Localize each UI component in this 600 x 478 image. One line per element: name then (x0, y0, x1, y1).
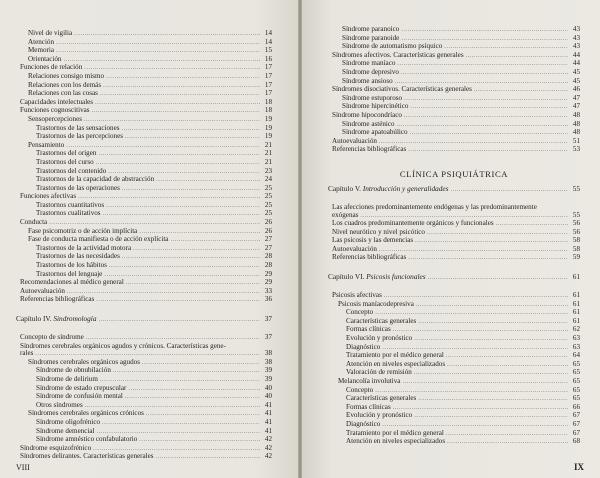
dot-leader (393, 327, 568, 335)
dot-leader (67, 289, 260, 297)
toc-page-number: 36 (264, 295, 272, 304)
toc-entry-text: Síndrome de obnubilación (36, 366, 111, 375)
toc-page-number: 37 (264, 333, 272, 341)
toc-page-number: 41 (264, 417, 272, 426)
dot-leader (103, 83, 260, 91)
toc-entry-text: Trastornos de la actividad motora (36, 243, 132, 252)
dot-leader (447, 362, 568, 370)
toc-page-number: 25 (264, 192, 272, 201)
chapter-label: Capítulo V. (328, 183, 361, 193)
dot-leader (96, 160, 260, 168)
toc-page-number: 29 (264, 269, 272, 278)
toc-entry-text: Las afecciones predominantemente endógenas y las predominantemente (332, 202, 537, 211)
dot-leader (125, 394, 260, 402)
toc-page-number: 23 (264, 166, 272, 175)
toc-entry-wrapped (328, 204, 580, 212)
dot-leader (98, 151, 260, 159)
dot-leader (56, 48, 260, 56)
dot-leader (410, 104, 568, 112)
toc-entry-text: Síndromes delirantes. Características generales (20, 452, 154, 461)
toc-entry-text: Memoria (28, 46, 55, 55)
toc-entry-text: Atención en niveles especializados (346, 437, 446, 446)
chapter-title: Sindromología (53, 314, 97, 323)
toc-entry-text: Funciones cognoscitivas (20, 106, 90, 115)
toc-page-number: 62 (572, 325, 580, 334)
dot-leader (466, 53, 568, 61)
dot-leader (95, 100, 260, 108)
toc-entry-text: Trastornos de las necesidades (36, 252, 120, 261)
toc-page-number: 63 (572, 334, 580, 343)
chapter-heading-iv (16, 315, 272, 324)
toc-page-number: 47 (572, 93, 580, 102)
toc-entry (16, 30, 272, 39)
toc-page-number: 38 (264, 357, 272, 366)
toc-page-number: 48 (572, 110, 580, 119)
dot-leader (142, 360, 260, 368)
toc-entry-text: Referencias bibliográficas (332, 253, 407, 262)
toc-entry-text: Síndrome ansioso (342, 76, 393, 85)
toc-page-number: 44 (572, 50, 580, 59)
toc-entry-text: Atención (28, 37, 55, 46)
toc-entry-text: Trastornos del origen (36, 149, 97, 158)
toc-entry-text: Valoración de remisión (346, 368, 412, 377)
toc-page-number: 67 (572, 411, 580, 420)
toc-entry-text: Síndrome amnéstico confabulatorio (36, 435, 138, 444)
toc-entry-text: Los cuadros predominantemente orgánicos y funcionales (332, 219, 494, 228)
toc-page-number: 56 (572, 227, 580, 236)
toc-entry-text: exógenas (332, 210, 359, 219)
dot-leader (96, 297, 260, 305)
toc-page-number: 61 (572, 308, 580, 317)
dot-leader (78, 194, 260, 202)
toc-entry (16, 210, 272, 219)
toc-entry-text: Capacidades intelectuales (20, 97, 94, 106)
toc-entry (328, 254, 580, 263)
dot-leader (414, 336, 568, 344)
left-page (0, 0, 298, 478)
dot-leader (121, 126, 260, 134)
toc-page-number: 29 (264, 278, 272, 287)
dot-leader (379, 139, 568, 147)
toc-page-number: 45 (572, 76, 580, 85)
toc-entry (328, 438, 580, 447)
dot-leader (113, 368, 260, 376)
toc-page-number: 18 (264, 97, 272, 106)
toc-entry-text: Trastornos del contenido (36, 166, 107, 175)
toc-entry-text: Trastornos de las percepciones (36, 132, 124, 141)
toc-entry-text: Relaciones consigo mismo (28, 71, 105, 80)
toc-page-number: 25 (264, 209, 272, 218)
toc-page-number: 42 (264, 452, 272, 461)
dot-leader (401, 27, 568, 35)
dot-leader (106, 74, 260, 82)
toc-entry-text: Concepto (346, 385, 374, 394)
toc-page-number: 67 (572, 419, 580, 428)
toc-entry-text: Síndromes cerebrales orgánicos crónicos (28, 409, 144, 418)
toc-entry-text: Diagnóstico (346, 419, 381, 428)
toc-entry-text: Nivel neurótico y nivel psicótico (332, 227, 425, 236)
toc-page-number: 21 (264, 149, 272, 158)
toc-entry-text: Fase de conducta manifiesta o de acción explícita (28, 235, 169, 244)
toc-entry-text: Referencias bibliográficas (332, 145, 407, 154)
toc-entry-text: Diagnóstico (346, 342, 381, 351)
toc-entry-text: Orientación (28, 54, 62, 63)
toc-page-number: 19 (264, 114, 272, 123)
toc-entry-text: Síndrome paranoide (342, 33, 400, 42)
toc-page-number: 15 (264, 46, 272, 55)
dot-leader (103, 211, 260, 219)
dot-leader (74, 31, 260, 39)
dot-leader (100, 91, 260, 99)
toc-page-number: 19 (264, 123, 272, 132)
toc-page-number: 17 (264, 63, 272, 72)
toc-page-number: 41 (264, 400, 272, 409)
toc-entry-text: Síndrome depresivo (342, 67, 399, 76)
toc-page-number: 46 (572, 85, 580, 94)
toc-entry-text: Relaciones con los demás (28, 80, 102, 89)
toc-entry-text: Otros síndromes (36, 400, 83, 409)
toc-entry-text: Síndrome de automatismo psíquico (342, 42, 443, 51)
dot-leader (128, 386, 260, 394)
toc-page-number: 17 (264, 71, 272, 80)
toc-page-number: 59 (572, 253, 580, 262)
toc-entry-text: Síndrome maníaco (342, 59, 396, 68)
toc-page-number: 65 (572, 394, 580, 403)
dot-leader (139, 437, 260, 445)
toc-entry-text: Síndrome de delirium (36, 374, 98, 383)
dot-leader (408, 147, 568, 155)
dot-leader (410, 130, 568, 138)
toc-entry-text: Referencias bibliográficas (20, 295, 95, 304)
dot-leader (122, 254, 260, 262)
toc-entry-text: Trastornos de la capacidad de abstracción (36, 175, 155, 184)
toc-entry-text: Nivel de vigilia (28, 29, 73, 37)
toc-entry-text: Trastornos cualitativos (36, 209, 101, 218)
toc-page-number: 44 (572, 59, 580, 68)
toc-entry-text: Síndromes cerebrales orgánicos agudos y crónicos. Características gene- (20, 341, 226, 350)
toc-block-left-top (16, 30, 272, 305)
toc-page-number: 21 (264, 140, 272, 149)
toc-entry-text: Trastornos del curso (36, 157, 94, 166)
page-folio-left: VIII (16, 463, 30, 472)
dot-leader (402, 379, 568, 387)
toc-page-number: 63 (572, 342, 580, 351)
toc-entry-text: Síndrome paranoico (342, 25, 400, 33)
toc-page-number: 16 (264, 54, 272, 63)
toc-page-number: 33 (264, 286, 272, 295)
toc-page-number: 25 (264, 200, 272, 209)
toc-entry-text: Tratamiento por el médico general (346, 428, 444, 437)
toc-page-number: 67 (572, 428, 580, 437)
toc-page-number: 58 (572, 236, 580, 245)
toc-entry-text: Formas clínicas (346, 325, 391, 334)
toc-entry-text: Formas clínicas (346, 402, 391, 411)
chapter-heading-v (328, 185, 580, 194)
toc-block-right-top (328, 26, 580, 155)
dot-leader (125, 134, 260, 142)
dot-leader (92, 108, 260, 116)
dot-leader (404, 96, 568, 104)
toc-page-number: 18 (264, 106, 272, 115)
toc-page-number: 43 (572, 25, 580, 33)
toc-entry-text: Funciones de relación (20, 63, 83, 72)
toc-entry-text: Concepto (346, 308, 374, 317)
dot-leader (102, 420, 260, 428)
dot-leader (84, 65, 260, 73)
chapter-page-number: 61 (572, 272, 580, 282)
toc-block-right-bottom (328, 292, 580, 447)
chapter-label: Capítulo IV. (16, 314, 52, 323)
toc-entry (16, 296, 272, 305)
toc-entry-text: Síndrome hipercinético (342, 102, 409, 111)
toc-page-number: 25 (264, 183, 272, 192)
toc-page-number: 61 (572, 299, 580, 308)
toc-entry-text: Síndromes cerebrales orgánicos agudos (28, 357, 140, 366)
toc-entry-text: Síndrome apatoabúlico (342, 128, 408, 137)
toc-entry-text: Conducta (20, 218, 48, 227)
toc-entry-text: Características generales (346, 316, 417, 325)
toc-page-number: 39 (264, 366, 272, 375)
toc-page-number: 45 (572, 67, 580, 76)
toc-entry-text: Pensamiento (28, 140, 65, 149)
toc-page-number: 55 (572, 210, 580, 219)
dot-leader (133, 246, 260, 254)
toc-entry-text: Concepto de síndrome (20, 333, 84, 341)
toc-entry-text: Síndromes disociativos. Características generales (332, 85, 472, 94)
dot-leader (446, 353, 568, 361)
chapter-title: Psicosis funcionales (366, 272, 426, 282)
toc-page-number: 27 (264, 243, 272, 252)
dot-leader (418, 319, 568, 327)
dot-leader (393, 405, 568, 413)
toc-entry-text: Trastornos del lenguaje (36, 269, 103, 278)
toc-entry-text: Características generales (346, 394, 417, 403)
toc-entry-text: Relaciones con las cosas (28, 89, 98, 98)
toc-page-number: 43 (572, 33, 580, 42)
toc-entry-text: rales (20, 349, 34, 358)
toc-entry (328, 146, 580, 155)
right-page (302, 0, 600, 478)
toc-page-number: 14 (264, 37, 272, 46)
toc-entry-text: Síndrome estuporoso (342, 93, 403, 102)
section-title: CLÍNICA PSIQUIÁTRICA (399, 168, 509, 179)
toc-page-number: 51 (572, 136, 580, 145)
dot-leader (397, 61, 568, 69)
dot-leader (170, 237, 260, 245)
toc-entry-text: Autoevaluación (20, 286, 65, 295)
toc-page-number: 43 (572, 42, 580, 51)
toc-page-number: 53 (572, 145, 580, 154)
toc-entry-text: Síndrome demencial (36, 426, 95, 435)
toc-entry-text: Melancolía involutiva (338, 377, 401, 385)
chapter-label: Capítulo VI. (328, 272, 365, 282)
page-folio-right: IX (573, 462, 584, 472)
toc-page-number: 26 (264, 218, 272, 227)
dot-leader (106, 203, 260, 211)
dot-leader (415, 238, 568, 246)
toc-page-number: 68 (572, 437, 580, 446)
dot-leader (414, 370, 568, 378)
toc-page-number: 65 (572, 377, 580, 385)
toc-page-number: 42 (264, 435, 272, 444)
toc-page-number: 17 (264, 89, 272, 98)
toc-entry-wrapped (16, 343, 272, 351)
dot-leader (418, 396, 568, 404)
dot-leader (427, 230, 568, 238)
toc-page-number: 24 (264, 175, 272, 184)
toc-entry-text: Síndrome oligofrénico (36, 417, 101, 426)
dot-leader (122, 186, 260, 194)
toc-entry-text: Síndrome de estado crepuscular (36, 383, 127, 392)
toc-entry-text: Tratamiento por el médico general (346, 351, 444, 360)
dot-leader (397, 122, 568, 130)
toc-page-number: 14 (264, 29, 272, 37)
dot-leader (109, 263, 260, 271)
toc-entry-text: Síndrome de confusión mental (36, 392, 123, 401)
toc-page-number: 28 (264, 252, 272, 261)
toc-entry-text: Síndrome esquizofrénico (20, 443, 92, 452)
toc-entry-text: Psicosis maníacodepresiva (338, 299, 414, 308)
toc-entry-text: Trastornos cuantitativos (36, 200, 105, 209)
toc-entry-text: Evolución y pronóstico (346, 334, 413, 343)
dot-leader (404, 113, 568, 121)
toc-entry-text: Evolución y pronóstico (346, 411, 413, 420)
dot-leader (474, 87, 568, 95)
toc-page-number: 40 (264, 383, 272, 392)
toc-page-number: 38 (264, 349, 272, 358)
dot-leader (156, 177, 260, 185)
toc-page-number: 27 (264, 235, 272, 244)
toc-page-number: 65 (572, 368, 580, 377)
toc-page-number: 28 (264, 261, 272, 270)
toc-page-number: 21 (264, 157, 272, 166)
toc-page-number: 47 (572, 102, 580, 111)
chapter-heading-vi (328, 273, 580, 282)
toc-entry-text: Síndrome hipocondríaco (332, 110, 402, 119)
toc-entry-text: Síndromes afectivos. Características generales (332, 50, 464, 59)
toc-page-number: 65 (572, 385, 580, 394)
dot-leader (496, 221, 568, 229)
toc-page-number: 66 (572, 402, 580, 411)
dot-leader (408, 255, 568, 263)
chapter-title: Introducción y generalidades (362, 183, 449, 193)
toc-page-number: 41 (264, 409, 272, 418)
dot-leader (63, 57, 260, 65)
dot-leader (401, 70, 568, 78)
dot-leader (446, 431, 568, 439)
toc-entry-text: Trastornos de las operaciones (36, 183, 120, 192)
toc-entry-text: Recomendaciones al médico general (20, 278, 124, 287)
toc-entry-text: Trastornos de las sensaciones (36, 123, 120, 132)
toc-page-number: 17 (264, 80, 272, 89)
toc-page-number: 58 (572, 244, 580, 253)
toc-entry-text: Las psicosis y las demencias (332, 236, 414, 245)
dot-leader (56, 40, 260, 48)
toc-entry-text: Sensopercepciones (28, 114, 82, 123)
toc-entry-text: Funciones afectivas (20, 192, 77, 201)
dot-leader (379, 247, 568, 255)
toc-page-number: 61 (572, 291, 580, 300)
toc-entry-text: Trastornos de los hábitos (36, 261, 107, 270)
toc-entry-text: Síndrome asténico (342, 119, 395, 128)
toc-entry (16, 453, 272, 462)
toc-entry-text: Psicosis afectivas (332, 291, 382, 300)
toc-page-number: 19 (264, 132, 272, 141)
toc-page-number: 42 (264, 443, 272, 452)
toc-page-number: 26 (264, 226, 272, 235)
toc-page-number: 39 (264, 374, 272, 383)
toc-entry-text: Fase psicomotriz o de acción implícita (28, 226, 138, 235)
toc-page-number: 64 (572, 351, 580, 360)
toc-page-number: 48 (572, 128, 580, 137)
toc-page-number: 48 (572, 119, 580, 128)
dot-leader (414, 413, 568, 421)
toc-entry-text: Autoevaluación (332, 136, 377, 145)
dot-leader (416, 302, 568, 310)
dot-leader (447, 439, 568, 447)
toc-block-left-bottom (16, 359, 272, 462)
toc-page-number: 40 (264, 392, 272, 401)
dot-leader (146, 411, 260, 419)
toc-page-number: 56 (572, 219, 580, 228)
toc-page-number: 65 (572, 359, 580, 368)
dot-leader (126, 280, 260, 288)
toc-entry-text: Autoevaluación (332, 244, 377, 253)
toc-block-right-mid (328, 220, 580, 263)
toc-entry (16, 39, 272, 48)
toc-page-number: 61 (572, 316, 580, 325)
toc-page-number: 41 (264, 426, 272, 435)
chapter-page-number: 55 (572, 183, 580, 193)
chapter-page-number: 37 (264, 314, 272, 323)
dot-leader (156, 454, 260, 462)
dot-leader (104, 272, 260, 280)
toc-entry-text: Atención en niveles especializados (346, 359, 446, 368)
